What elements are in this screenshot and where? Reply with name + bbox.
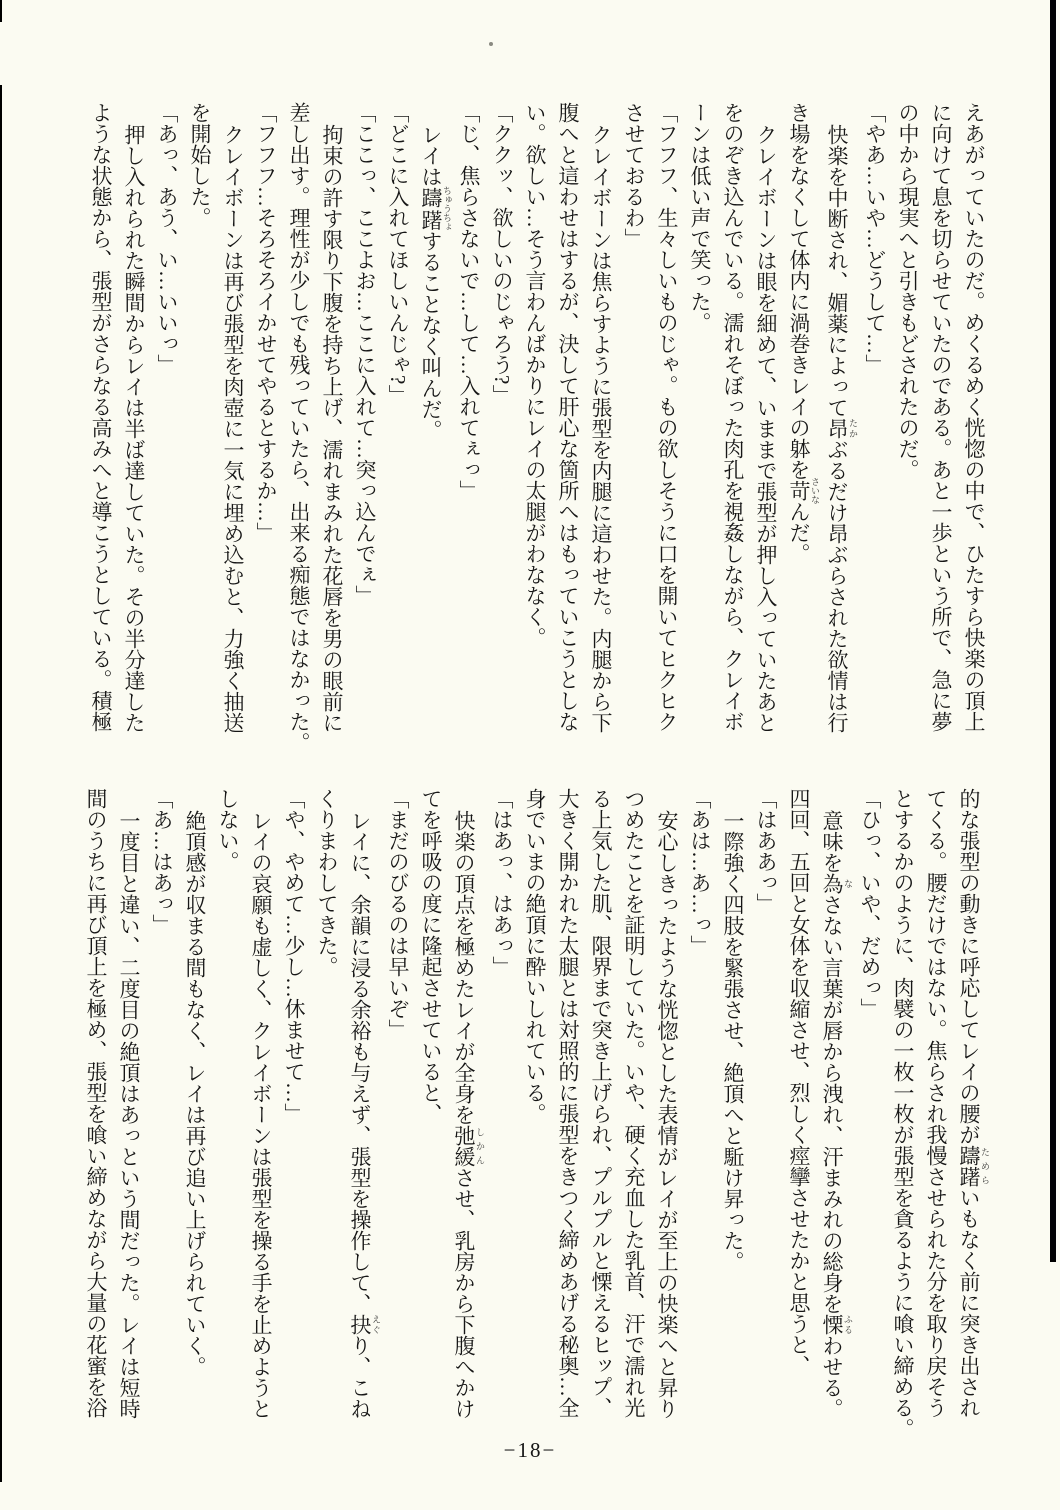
text-column: 一度目と違い、二度目の絶頂はあっという間だった。レイは短時 — [117, 810, 141, 1419]
text-column: レイに、余韻に浸る余裕も与えず、張型を操作して、抉 えぐり、こね — [348, 810, 381, 1419]
text-column: 「ひっ、いや、だめっ」 — [858, 788, 882, 1019]
text-column: 「ククッ、欲しいのじゃろう?」 — [490, 102, 514, 406]
text-column: 「フフフ…そろそろイかせてやるとするか…」 — [254, 102, 278, 543]
text-column: 一際強く四肢を緊張させ、絶頂へと駈け昇った。 — [721, 810, 745, 1272]
text-column: 身でいまの絶頂に酔いしれている。 — [523, 788, 547, 1124]
text-column: 「あっ、あう、い…いいっ」 — [155, 102, 179, 375]
text-column: き場をなくして体内に渦巻きレイの躰を苛 さいなんだ。 — [787, 102, 820, 564]
text-column: 「まだのびるのは早いぞ」 — [386, 788, 410, 1040]
text-column: 快楽の頂点を極めたレイが全身を弛緩 しかんさせ、乳房から下腹へかけ — [452, 810, 485, 1419]
text-column: 「やあ…いや…どうして…」 — [863, 102, 887, 375]
text-column: 的な張型の動きに呼応してレイの腰が躊躇 ためらいもなく前に突き出され — [957, 788, 990, 1418]
text-column: 安心しきったような恍惚とした表情がレイが至上の快楽へと昇り — [655, 810, 679, 1419]
text-column: クレイボーンは焦らすように張型を内腿に這わせた。内腿から下 — [589, 124, 613, 733]
text-column: 腹へと這わせはするが、決して肝心な箇所へはもっていこうとしな — [556, 102, 580, 732]
text-column: 「フフフ、生々しいものじゃ。もの欲しそうに口を開いてヒクヒク — [655, 102, 679, 732]
text-column: しない。 — [216, 788, 240, 872]
text-column: い。欲しい…そう言わんばかりにレイの太腿がわななく。 — [523, 102, 547, 648]
page-number: −18− — [503, 1438, 557, 1462]
text-column: レイの哀願も虚しく、クレイボーンは張型を操る手を止めようと — [249, 810, 273, 1419]
text-column: てくる。腰だけではない。焦らされ我慢させられた分を取り戻そう — [924, 788, 948, 1418]
text-column: 「や、やめて…少し…休ませて…」 — [282, 788, 306, 1124]
text-column: を開始した。 — [188, 102, 212, 228]
text-column: てを呼吸の度に隆起させていると、 — [419, 788, 443, 1124]
text-column: 絶頂感が収まる間もなく、レイは再び追い上げられていく。 — [183, 810, 207, 1377]
text-column: レイは躊躇 ちゅうちょすることなく叫んだ。 — [419, 124, 452, 441]
text-column: 押し入れられた瞬間からレイは半ば達していた。その半分達した — [122, 124, 146, 733]
text-column: させておるわ」 — [622, 102, 646, 249]
text-column: 快楽を中断され、媚薬によって昂 たかぶるだけ昂ぶらされた欲情は行 — [825, 124, 858, 733]
scan-dust-speck — [489, 42, 493, 46]
text-column: 大きく開かれた太腿とは対照的に張型をきつく締めあげる秘奥…全 — [556, 788, 580, 1418]
text-column: ーンは低い声で笑った。 — [688, 102, 712, 333]
text-column: 「あ…はあっ」 — [150, 788, 174, 935]
text-column: えあがっていたのだ。めくるめく恍惚の中で、ひたすら快楽の頂上 — [962, 102, 986, 732]
text-column: 拘束の許す限り下腹を持ち上げ、濡れまみれた花唇を男の眼前に — [320, 124, 344, 733]
text-column: 「ここっ、ここよお…ここに入れて…突っ込んでぇ」 — [353, 102, 377, 606]
text-column: くりまわしてきた。 — [315, 788, 339, 977]
text-column: とするかのように、肉襞の一枚一枚が張型を貪るように喰い締める。 — [891, 788, 915, 1439]
text-column: 「はああっ」 — [754, 788, 778, 914]
text-column: の中から現実へと引きもどされたのだ。 — [896, 102, 920, 480]
text-column: 差し出す。理性が少しでも残っていたら、出来る痴態ではなかった。 — [287, 102, 311, 753]
text-column: 「どこに入れてほしいんじゃ?」 — [386, 102, 410, 406]
text-column: 「はあっ、はあっ」 — [490, 788, 514, 977]
scan-edge-left-line — [0, 0, 2, 1482]
text-column: に向けて息を切らせていたのである。あと一歩という所で、急に夢 — [929, 102, 953, 732]
text-column: つめたことを証明していた。いや、硬く充血した乳首、汗で濡れ光 — [622, 788, 646, 1418]
text-column: る上気した肌、限界まで突き上げられ、プルプルと慄えるヒップ、 — [589, 788, 613, 1418]
text-column: 間のうちに再び頂上を極め、張型を喰い締めながら大量の花蜜を浴 — [84, 788, 108, 1418]
text-block-top — [84, 102, 990, 778]
text-column: 意味を為 なさない言葉が唇から洩れ、汗まみれの総身を慄 ふるわせる。 — [820, 810, 853, 1419]
scan-edge-right-line — [1050, 0, 1056, 1262]
text-block-bottom — [79, 788, 990, 1464]
text-column: 四回、五回と女体を収縮させ、烈しく痙攣させたかと思うと、 — [787, 788, 811, 1376]
text-column: 「じ、焦らさないで…して…入れてぇっ」 — [457, 102, 481, 501]
text-column: 「あは…あ…っ」 — [688, 788, 712, 956]
text-column: ような状態から、張型がさらなる高みへと導こうとしている。積極 — [89, 102, 113, 732]
text-column: クレイボーンは再び張型を肉壺に一気に埋め込むと、力強く抽送 — [221, 124, 245, 733]
text-column: クレイボーンは眼を細めて、いままで張型が押し入っていたあと — [754, 124, 778, 733]
text-column: をのぞき込んでいる。濡れそぼった肉孔を視姦しながら、クレイボ — [721, 102, 745, 732]
